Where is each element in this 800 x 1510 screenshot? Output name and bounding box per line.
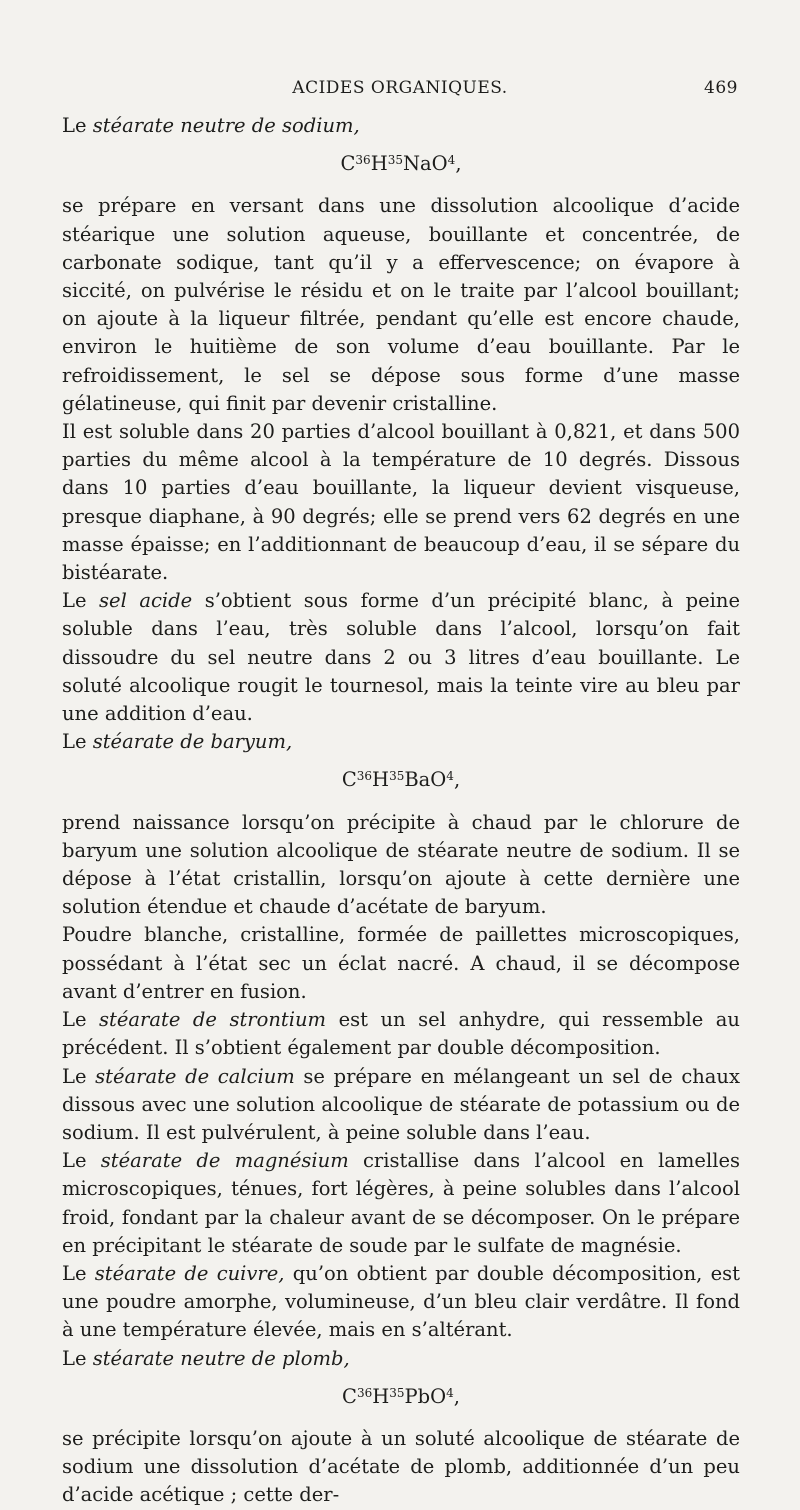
formula-subscript: 4: [447, 153, 456, 168]
compound-name: stéarate de strontium: [99, 1008, 327, 1032]
formula-element: PbO: [404, 1384, 447, 1408]
formula-subscript: 4: [446, 1385, 454, 1400]
formula-element: H: [370, 152, 388, 176]
compound-name: stéarate neutre de plomb,: [92, 1346, 350, 1370]
paragraph-text: s’obtient sous forme d’un précipité blanc, à peine soluble dans l’eau, très soluble dans l’alcool, lorsqu’on fait dissoudre du sel neutre dans 2 ou 3 litres d’eau bouillante. Le soluté alcoolique rougit le tournesol, mais la teinte vire au bleu par une addition d’eau.: [62, 589, 740, 726]
running-title: ACIDES ORGANIQUES.: [292, 78, 508, 98]
formula-subscript: 4: [446, 769, 454, 784]
formula-element: H: [372, 768, 390, 792]
formula-subscript: 35: [389, 769, 405, 784]
formula-element: NaO: [402, 152, 448, 176]
formula-punct: ,: [455, 152, 462, 176]
formula-punct: ,: [453, 768, 461, 792]
chemical-formula: [62, 766, 740, 794]
paragraph-prefix: Le: [62, 1064, 96, 1088]
formula-element: BaO: [404, 768, 447, 792]
chemical-formula: [62, 150, 740, 178]
formula-element: H: [372, 1384, 390, 1408]
formula-subscript: 36: [355, 153, 371, 168]
compound-name: stéarate neutre de sodium,: [92, 114, 360, 137]
paragraph: se précipite lorsqu’on ajoute à un soluté alcoolique de stéarate de sodium une dissolution d’acétate de plomb, additionnée d’un peu d’acide acétique ; cette der-: [62, 1426, 740, 1507]
formula-element: C: [342, 1384, 357, 1408]
formula-subscript: 36: [356, 769, 373, 784]
paragraph-prefix: Le: [62, 589, 100, 613]
paragraph: se prépare en versant dans une dissolution alcoolique d’acide stéarique une solution aqueuse, bouillante et concentrée, de carbonate sodique, tant qu’il y a effervescence; on évapore à siccité, on pulvérise le résidu et on le traite par l’alcool bouillant; on ajoute à la liqueur filtrée, pendant qu’elle est encore chaude, environ le huitième de son volume d’eau bouillante. Par le refroidissement, le sel se dépose sous forme d’une masse gélatineuse, qui finit par devenir cristalline.: [62, 194, 740, 415]
paragraph: [62, 587, 740, 728]
paragraph: prend naissance lorsqu’on précipite à chaud par le chlorure de baryum une solution alcoolique de stéarate neutre de sodium. Il se dépose à l’état cristallin, lorsqu’on ajoute à cette dernière une solution étendue et chaude d’acétate de baryum.: [62, 810, 740, 919]
paragraph: Poudre blanche, cristalline, formée de paillettes microscopiques, possédant à l’état sec un éclat nacré. A chaud, il se décompose avant d’entrer en fusion.: [62, 923, 740, 1003]
compound-heading: [62, 728, 740, 756]
paragraph: [62, 1147, 740, 1260]
running-header: [62, 78, 738, 106]
paragraph-text: se prépare en mélangeant un sel de chaux dissous avec une solution alcoolique de stéarate de potassium ou de sodium. Il est pulvérulent, à peine soluble dans l’eau.: [62, 1064, 740, 1144]
compound-name: stéarate de calcium: [95, 1064, 295, 1088]
heading-prefix: Le: [62, 730, 93, 754]
paragraph-text: est un sel anhydre, qui ressemble au précédent. Il s’obtient également par double décomposition.: [62, 1008, 740, 1060]
compound-heading: [62, 1345, 740, 1373]
page-number: 469: [704, 78, 738, 98]
formula-subscript: 35: [387, 153, 403, 168]
paragraph-text: qu’on obtient par double décomposition, est une poudre amorphe, volumineuse, d’un bleu clair verdâtre. Il fond à une température élevée, mais en s’altérant.: [62, 1261, 741, 1342]
compound-name: sel acide: [99, 589, 193, 613]
paragraph: [62, 1260, 740, 1345]
paragraph-prefix: Le: [62, 1149, 101, 1173]
formula-element: C: [341, 768, 357, 792]
paragraph-prefix: Le: [62, 1261, 95, 1285]
compound-name: stéarate de magnésium: [100, 1149, 349, 1173]
paragraph: Il est soluble dans 20 parties d’alcool bouillant à 0,821, et dans 500 parties du même alcool à la température de 10 degrés. Dissous dans 10 parties d’eau bouillante, la liqueur devient visqueuse, presque diaphane, à 90 degrés; elle se prend vers 62 degrés en une masse épaisse; en l’additionnant de beaucoup d’eau, il se sépare du bistéarate.: [62, 420, 740, 585]
formula-element: C: [340, 152, 356, 176]
formula-subscript: 35: [389, 1385, 405, 1400]
compound-name: stéarate de cuivre,: [94, 1261, 285, 1285]
paragraph-prefix: Le: [62, 1008, 100, 1032]
compound-name: stéarate de baryum,: [92, 730, 293, 754]
page-body: [62, 112, 740, 1510]
paragraph: [62, 1063, 740, 1148]
formula-subscript: 36: [356, 1385, 373, 1400]
heading-prefix: Le: [62, 114, 93, 137]
paragraph-text: cristallise dans l’alcool en lamelles microscopiques, ténues, fort légères, à peine solubles dans l’alcool froid, fondant par la chaleur avant de se décomposer. On le prépare en précipitant le stéarate de soude par le sulfate de magnésie.: [62, 1149, 740, 1257]
compound-heading: [62, 112, 740, 140]
formula-punct: ,: [453, 1384, 460, 1408]
paragraph: [62, 1006, 740, 1062]
chemical-formula: [62, 1383, 740, 1411]
heading-prefix: Le: [62, 1346, 93, 1370]
